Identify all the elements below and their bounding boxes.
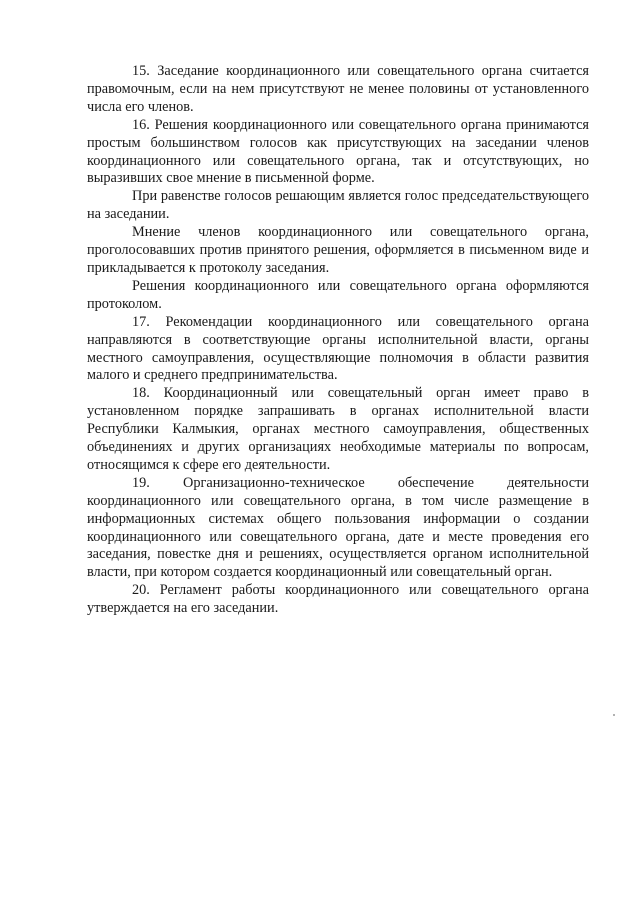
paragraph-16-protocol: Решения координационного или совещательного органа оформляются протоколом. — [87, 277, 589, 312]
paragraph-16-tie-vote: При равенстве голосов решающим является голос председательствующего на заседании. — [87, 188, 589, 223]
paragraph-19: 19. Организационно-техническое обеспечение деятельности координационного или совещательного органа, в том числе размещение в информационных системах общего пользования информации о создании координационного или совещательного органа, дате и месте проведения его заседания, повестке дня и решениях, осуществляется органом исполнительной власти, при котором создается координационный или совещательный орган. — [87, 474, 589, 581]
paragraph-17: 17. Рекомендации координационного или совещательного органа направляются в соответствующие органы исполнительной власти, органы местного самоуправления, осуществляющие полномочия в области развития малого и среднего предпринимательства. — [87, 313, 589, 384]
paragraph-16-dissent: Мнение членов координационного или совещательного органа, проголосовавших против принятого решения, оформляется в письменном виде и прикладывается к протоколу заседания. — [87, 224, 589, 276]
scan-speck — [613, 714, 615, 716]
document-body — [87, 63, 589, 618]
paragraph-20: 20. Регламент работы координационного или совещательного органа утверждается на его заседании. — [87, 582, 589, 617]
paragraph-18: 18. Координационный или совещательный орган имеет право в установленном порядке запрашивать в органах исполнительной власти Республики Калмыкия, органах местного самоуправления, общественных объединениях и других организациях необходимые материалы по вопросам, относящимся к сфере его деятельности. — [87, 385, 589, 473]
paragraph-16: 16. Решения координационного или совещательного органа принимаются простым большинством голосов как присутствующих на заседании членов координационного или совещательного органа, так и отсутствующих, но выразивших свое мнение в письменной форме. — [87, 116, 589, 187]
paragraph-15: 15. Заседание координационного или совещательного органа считается правомочным, если на нем присутствуют не менее половины от установленного числа его членов. — [87, 63, 589, 115]
